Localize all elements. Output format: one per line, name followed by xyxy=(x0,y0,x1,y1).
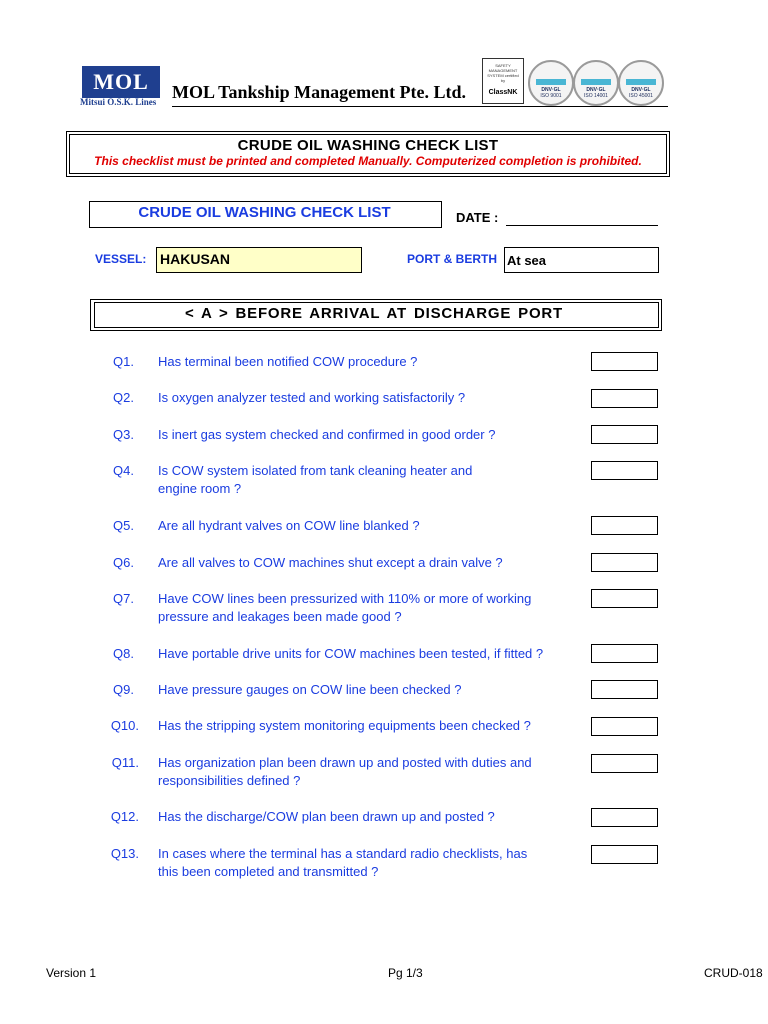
question-number: Q5. xyxy=(113,518,134,533)
answer-box[interactable] xyxy=(591,553,658,572)
manual-completion-warning: This checklist must be printed and completed Manually. Computerized completion is prohibited. xyxy=(94,154,642,168)
question-text: Has organization plan been drawn up and posted with duties and xyxy=(158,755,532,770)
answer-box[interactable] xyxy=(591,680,658,699)
certification-seal-2 xyxy=(573,60,619,106)
seal-label: DNV·GL xyxy=(586,87,606,93)
answer-box[interactable] xyxy=(591,461,658,480)
question-text: Is oxygen analyzer tested and working satisfactorily ? xyxy=(158,390,466,405)
question-text: In cases where the terminal has a standard radio checklists, has xyxy=(158,846,528,861)
question-text: Has the discharge/COW plan been drawn up and posted ? xyxy=(158,809,495,824)
answer-box[interactable] xyxy=(591,352,658,371)
answer-box[interactable] xyxy=(591,389,658,408)
document-title: CRUDE OIL WASHING CHECK LIST xyxy=(237,137,499,154)
question-number: Q1. xyxy=(113,354,134,369)
classnk-certificate-badge xyxy=(482,58,524,104)
seal-code: ISO 45001 xyxy=(629,93,653,99)
question-text-continued: engine room ? xyxy=(158,481,242,496)
answer-box[interactable] xyxy=(591,589,658,608)
logo-subtitle: Mitsui O.S.K. Lines xyxy=(80,97,157,107)
answer-box[interactable] xyxy=(591,845,658,864)
section-title: < A > BEFORE ARRIVAL AT DISCHARGE PORT xyxy=(184,305,564,322)
date-field[interactable] xyxy=(506,225,658,226)
question-number: Q9. xyxy=(113,682,134,697)
answer-box[interactable] xyxy=(591,808,658,827)
header-divider xyxy=(172,106,668,107)
company-name: MOL Tankship Management Pte. Ltd. xyxy=(172,82,467,102)
certification-seal-1 xyxy=(528,60,574,106)
question-number: Q10. xyxy=(110,718,139,733)
certification-seal-3 xyxy=(618,60,664,106)
cert-box-brand: ClassNK xyxy=(488,89,518,96)
seal-label: DNV·GL xyxy=(541,87,561,93)
port-berth-label: PORT & BERTH xyxy=(407,252,497,266)
question-number: Q12. xyxy=(110,809,139,824)
question-text: Has terminal been notified COW procedure ? xyxy=(158,354,418,369)
footer-page-number: Pg 1/3 xyxy=(388,966,423,980)
footer-document-code: CRUD-018 xyxy=(704,966,763,980)
question-text: Are all valves to COW machines shut except a drain valve ? xyxy=(158,555,503,570)
logo-text: MOL xyxy=(93,69,149,94)
question-text: Have COW lines been pressurized with 110% or more of working xyxy=(158,591,532,606)
question-number: Q11. xyxy=(111,755,139,770)
seal-label: DNV·GL xyxy=(631,87,651,93)
answer-box[interactable] xyxy=(591,516,658,535)
footer-version: Version 1 xyxy=(46,966,97,980)
question-text: Have pressure gauges on COW line been checked ? xyxy=(158,682,462,697)
answer-box[interactable] xyxy=(591,754,658,773)
seal-code: ISO 14001 xyxy=(584,93,608,99)
cert-box-text: SAFETY MANAGEMENT SYSTEM certified by xyxy=(487,63,519,83)
question-text-continued: this been completed and transmitted ? xyxy=(158,864,379,879)
question-text: Is COW system isolated from tank cleaning heater and xyxy=(158,463,473,478)
question-text: Are all hydrant valves on COW line blanked ? xyxy=(158,518,420,533)
answer-box[interactable] xyxy=(591,425,658,444)
answer-box[interactable] xyxy=(591,717,658,736)
question-text: Has the stripping system monitoring equipments been checked ? xyxy=(158,718,531,733)
answer-box[interactable] xyxy=(591,644,658,663)
seal-code: ISO 9001 xyxy=(540,93,562,99)
vessel-value: HAKUSAN xyxy=(160,251,230,267)
date-label: DATE : xyxy=(456,210,499,225)
question-text-continued: pressure and leakages been made good ? xyxy=(158,609,402,624)
vessel-label: VESSEL: xyxy=(95,252,147,266)
port-berth-value: At sea xyxy=(507,253,547,268)
question-number: Q2. xyxy=(113,390,134,405)
question-text-continued: responsibilities defined ? xyxy=(158,773,301,788)
question-text: Is inert gas system checked and confirmed in good order ? xyxy=(158,427,496,442)
question-number: Q4. xyxy=(113,463,134,478)
question-number: Q13. xyxy=(110,846,139,861)
form-title: CRUDE OIL WASHING CHECK LIST xyxy=(138,204,391,221)
question-number: Q3. xyxy=(113,427,134,442)
question-number: Q7. xyxy=(113,591,134,606)
question-number: Q8. xyxy=(113,646,134,661)
question-number: Q6. xyxy=(113,555,134,570)
question-text: Have portable drive units for COW machines been tested, if fitted ? xyxy=(158,646,544,661)
mol-logo xyxy=(82,66,160,98)
